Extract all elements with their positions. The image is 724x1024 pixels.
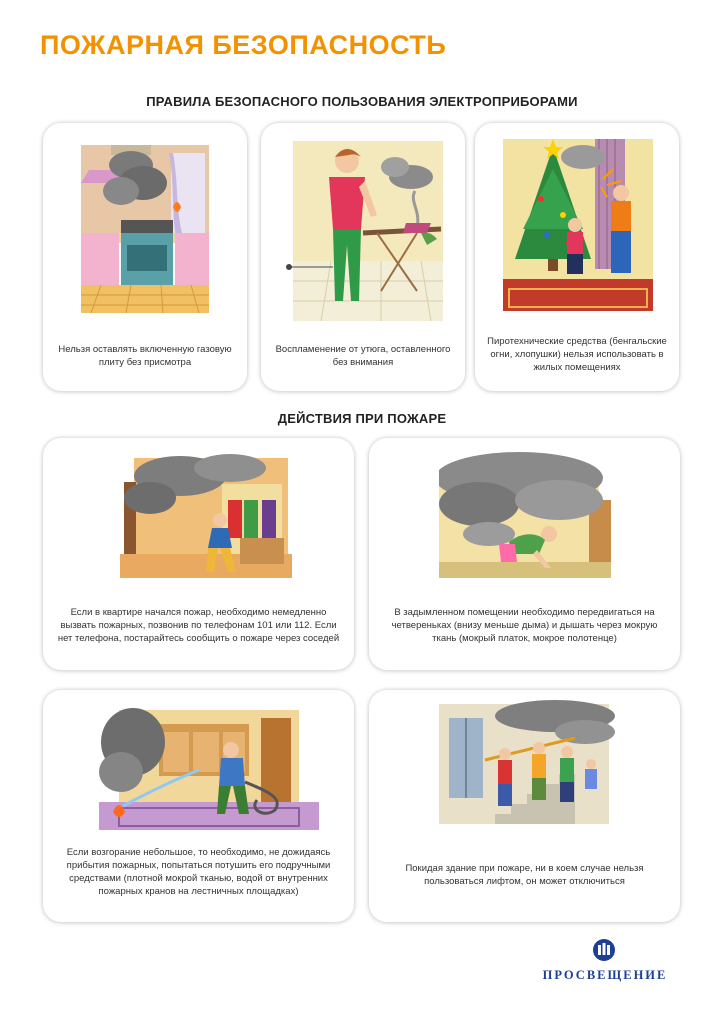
card-caption: Если возгорание небольшое, то необходимо, не дожидаясь прибытия пожарных, попытаться потушить его подручными средствами (плотной мокрой тканью, водой от внутренних пожарных кранов на лестничных площадках)	[66, 847, 331, 897]
hose-illustration	[99, 702, 319, 830]
card-call-firefighters	[43, 438, 354, 670]
card-stove	[43, 123, 247, 391]
card-caption: Воспламенение от утюга, оставленного без внимания	[275, 344, 451, 368]
publisher-name: ПРОСВЕЩЕНИЕ	[542, 968, 668, 982]
card-no-elevator	[369, 690, 680, 922]
page-title: ПОЖАРНАЯ БЕЗОПАСНОСТЬ	[40, 30, 447, 60]
phone-call-illustration	[120, 454, 292, 578]
section-heading-appliances: ПРАВИЛА БЕЗОПАСНОГО ПОЛЬЗОВАНИЯ ЭЛЕКТРОПРИБОРАМИ	[146, 94, 578, 109]
card-caption: В задымленном помещении необходимо передвигаться на четвереньках (внизу меньше дыма) и дышать через мокрую ткань (мокрый платок, мокрое полотенце)	[391, 607, 658, 644]
card-caption: Покидая здание при пожаре, ни в коем случае нельзя пользоваться лифтом, он может отключиться	[405, 863, 644, 887]
card-caption: Пиротехнические средства (бенгальские огни, хлопушки) нельзя использовать в жилых помещениях	[487, 336, 667, 373]
publisher-logo	[530, 938, 680, 988]
kitchen-stove-illustration	[81, 145, 209, 313]
card-extinguish	[43, 690, 354, 922]
crawling-illustration	[439, 450, 611, 578]
christmas-tree-sparkler-illustration	[503, 139, 653, 311]
card-caption: Нельзя оставлять включенную газовую плиту без присмотра	[58, 344, 232, 368]
card-iron	[261, 123, 465, 391]
card-crawl-in-smoke	[369, 438, 680, 670]
card-pyrotechnics	[475, 123, 679, 391]
stairs-evacuation-illustration	[435, 698, 619, 834]
iron-illustration	[281, 141, 447, 321]
section-heading-fire-actions: ДЕЙСТВИЯ ПРИ ПОЖАРЕ	[277, 411, 447, 426]
publisher-emblem-icon	[592, 938, 616, 962]
card-caption: Если в квартире начался пожар, необходимо немедленно вызвать пожарных, позвонив по телефонам 101 или 112. Если нет телефона, постарайтесь сообщить о пожаре через соседей	[57, 607, 340, 644]
